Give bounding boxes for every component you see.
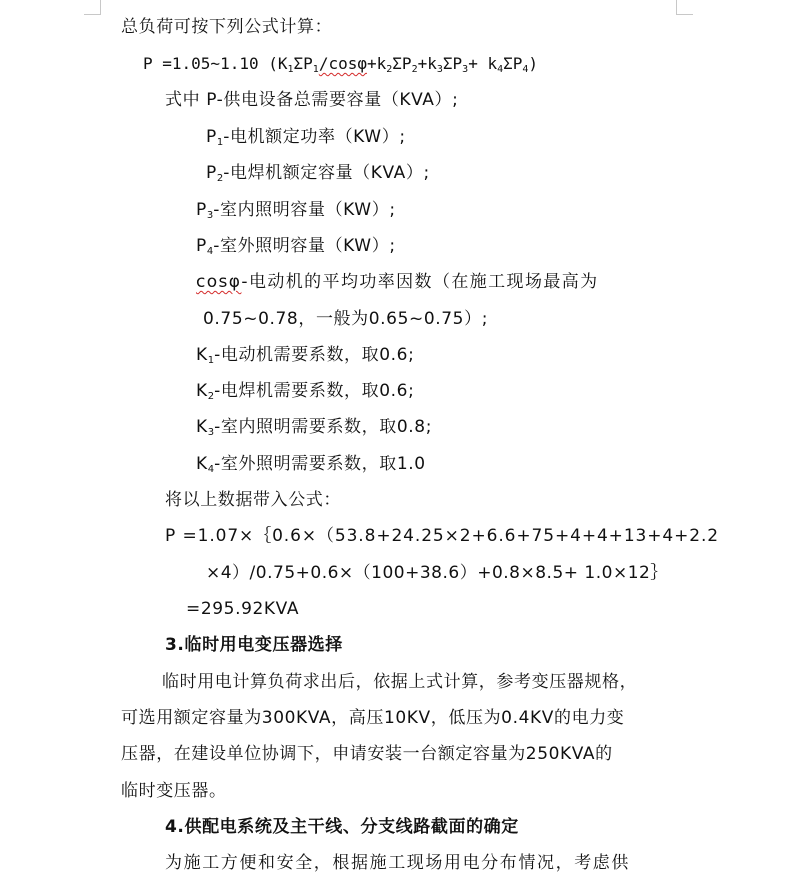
crop-mark-left-vertical <box>100 0 101 14</box>
definition-text: -室外照明容量（KW）; <box>213 236 396 256</box>
definition-cosphi <box>196 271 599 293</box>
definition-symbol: P <box>206 163 217 183</box>
formula-sigma1: ΣP <box>293 54 313 73</box>
section-3-paragraph-line-4: 临时变压器。 <box>121 781 227 801</box>
definition-symbol: K <box>196 381 208 401</box>
formula-sigma3: ΣP <box>442 54 463 73</box>
formula-k1: K <box>277 54 288 73</box>
definition-sub: 2 <box>216 173 224 184</box>
formula-p3-sub: 3 <box>462 64 469 75</box>
formula-close: ) <box>528 54 539 73</box>
section-3-paragraph-line-3: 压器，在建设单位协调下，申请安装一台额定容量为250KVA的 <box>121 744 613 764</box>
definition-text: -电动机的平均功率因数（在施工现场最高为 <box>241 272 599 292</box>
definition-symbol: K <box>196 417 208 437</box>
formula-lead: P =1.05~1.10 ( <box>143 54 278 73</box>
definition-cosphi-continued: 0.75~0.78，一般为0.65~0.75）; <box>203 309 489 329</box>
formula-cos: /cosφ <box>318 54 367 73</box>
calculation-line-2: ×4）/0.75+0.6×（100+38.6）+0.8×8.5+ 1.0×12｝ <box>206 563 668 583</box>
formula-plus-k4: + k <box>468 54 498 73</box>
definition-text: -室外照明需要系数，取1.0 <box>214 454 426 474</box>
definition-p4 <box>196 235 396 257</box>
definition-text: -电机额定功率（KW）; <box>223 127 406 147</box>
section-3-title: 3.临时用电变压器选择 <box>165 635 343 655</box>
definition-p2 <box>206 162 430 184</box>
crop-mark-right-vertical <box>676 0 677 14</box>
formula-sigma2: ΣP <box>392 54 412 73</box>
formula-plus-k3: +k <box>417 54 437 73</box>
calculation-result: =295.92KVA <box>186 599 300 619</box>
definition-text: -电动机需要系数，取0.6; <box>214 345 415 365</box>
definition-text: -室内照明容量（KW）; <box>213 200 396 220</box>
definition-k4 <box>196 453 426 475</box>
definition-sub: 1 <box>216 137 224 148</box>
definition-sub: 2 <box>207 391 215 402</box>
definition-symbol: cosφ <box>196 272 242 292</box>
definition-p3 <box>196 199 396 221</box>
definition-p1 <box>206 126 406 148</box>
crop-mark-left-horizontal <box>84 14 101 15</box>
formula-k4-sub: 4 <box>497 64 504 75</box>
definition-text: -电焊机需要系数，取0.6; <box>214 381 415 401</box>
definition-sub: 3 <box>206 210 214 221</box>
section-4-title: 4.供配电系统及主干线、分支线路截面的确定 <box>165 817 519 837</box>
definition-symbol: P <box>196 200 207 220</box>
formula-sigma4: ΣP <box>503 54 523 73</box>
formula-plus-k2: +k <box>367 54 387 73</box>
formula-p2-sub: 2 <box>411 64 418 75</box>
definition-symbol: P <box>206 127 217 147</box>
definition-text: -电焊机额定容量（KVA）; <box>223 163 430 183</box>
formula-k3-sub: 3 <box>436 64 443 75</box>
formula-intro: 总负荷可按下列公式计算： <box>121 17 333 37</box>
definition-sub: 3 <box>207 427 215 438</box>
formula-k2-sub: 2 <box>386 64 393 75</box>
definition-sub: 1 <box>207 355 215 366</box>
crop-mark-right-horizontal <box>676 14 693 15</box>
definition-text: -室内照明需要系数，取0.8; <box>214 417 433 437</box>
definition-symbol: P <box>196 236 207 256</box>
definition-symbol: K <box>196 454 208 474</box>
formula-p1-sub: 1 <box>312 64 319 75</box>
calculation-line-1: P =1.07×｛0.6×（53.8+24.25×2+6.6+75+4+4+13+4+2.2 <box>165 526 719 546</box>
load-formula <box>143 53 538 75</box>
section-3-paragraph-line-1: 临时用电计算负荷求出后，依据上式计算，参考变压器规格， <box>162 672 638 692</box>
definition-sub: 4 <box>207 464 215 475</box>
substitute-intro: 将以上数据带入公式： <box>165 490 341 510</box>
definition-symbol: K <box>196 345 208 365</box>
section-3-paragraph-line-2: 可选用额定容量为300KVA，高压10KV，低压为0.4KV的电力变 <box>121 708 625 728</box>
definition-k3 <box>196 416 432 438</box>
section-4-paragraph-line-1: 为施工方便和安全，根据施工现场用电分布情况，考虑供 <box>165 853 630 873</box>
definition-k2 <box>196 380 414 402</box>
definition-k1 <box>196 344 414 366</box>
formula-p4-sub: 4 <box>522 64 529 75</box>
formula-k1-sub: 1 <box>287 64 294 75</box>
definition-intro: 式中 P-供电设备总需要容量（KVA）; <box>165 90 459 110</box>
definition-sub: 4 <box>206 246 214 257</box>
